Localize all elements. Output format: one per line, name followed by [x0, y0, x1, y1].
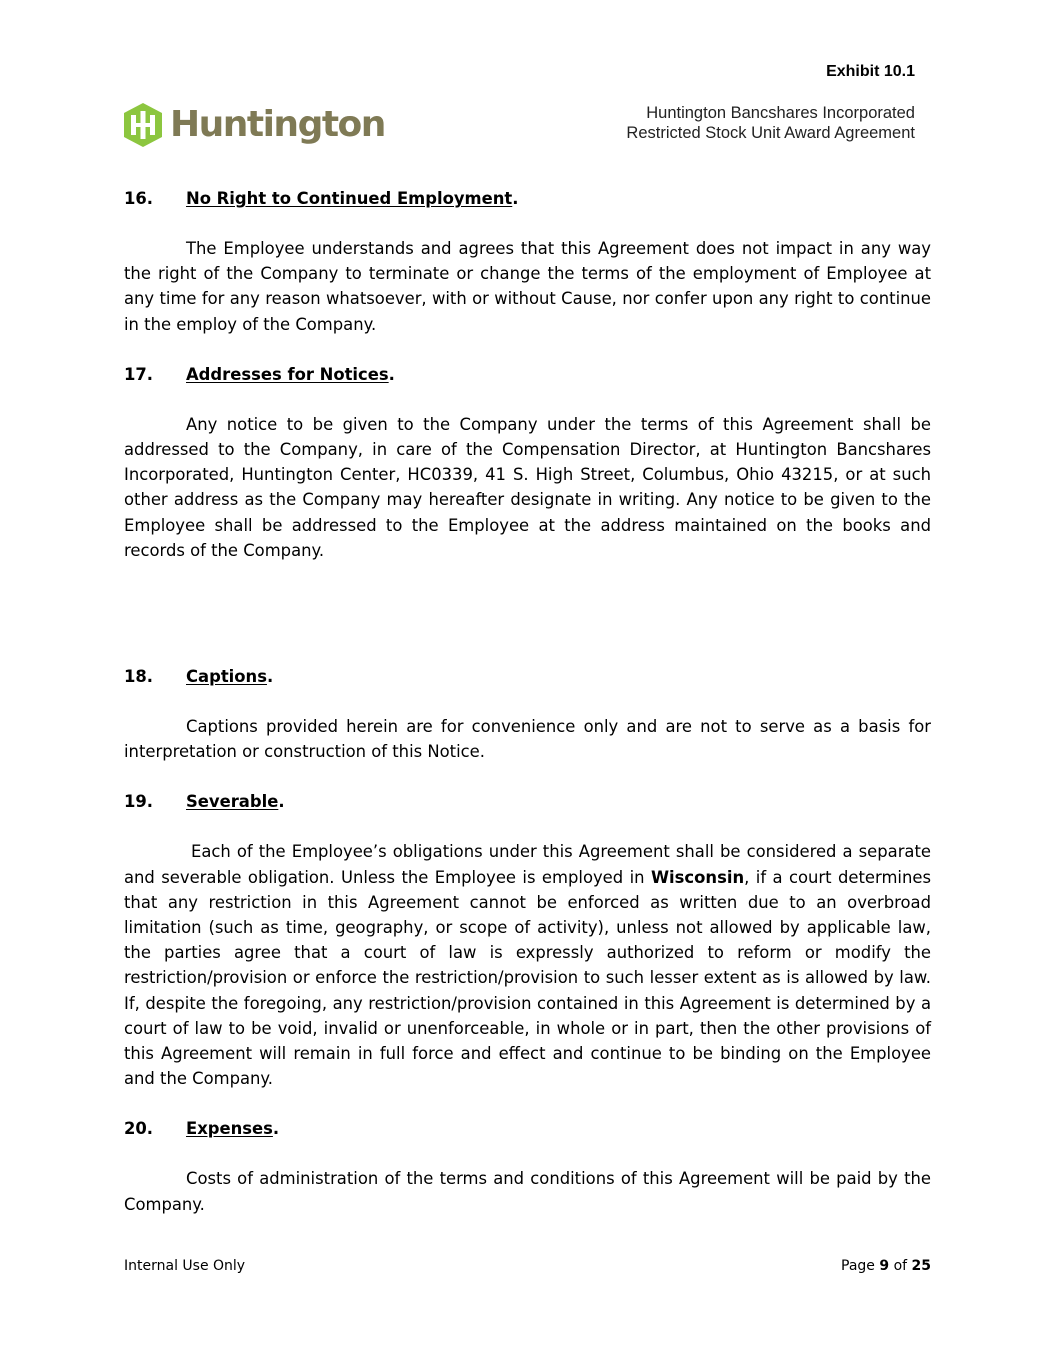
section-paragraph-19: Each of the Employee’s obligations under this Agreement shall be considered a separate and severable obligation. Unless the Employee is employed in Wisconsin, if a court determines that any restriction in this Agreement cannot be enforced as written due to an overbroad limitation (such as time, geography, or scope of activity), unless not allowed by applicable law, the parties agree that a court of law is expressly authorized to reform or modify the restriction/provision or enforce the restriction/provision to such lesser extent as is allowed by law. If, despite the foregoing, any restriction/provision contained in this Agreement is determined by a court of law to be void, invalid or unenforceable, in whole or in part, then the other provisions of this Agreement will remain in full force and effect and continue to be binding on the Employee and the Company.: [124, 842, 931, 1089]
exhibit-label: Exhibit 10.1: [826, 63, 915, 80]
section-title: No Right to Continued Employment: [186, 189, 513, 208]
page-footer: [124, 1258, 931, 1274]
section-number: 19.: [124, 792, 154, 812]
section-number: 17.: [124, 364, 154, 384]
section-title: Addresses for Notices: [186, 364, 389, 384]
section-paragraph-17: Any notice to be given to the Company under the terms of this Agreement shall be addressed to the Company, in care of the Compensation Director, at Huntington Bancshares Incorporated, Huntington Center, HC0339, 41 S. High Street, Columbus, Ohio 43215, or at such other address as the Company may hereafter designate in writing. Any notice to be given to the Employee shall be addressed to the Employee at the address maintained on the books and records of the Company.: [124, 414, 931, 560]
section-number: 16.: [124, 189, 154, 208]
section-title: Expenses: [186, 1119, 273, 1139]
section-heading-20: 20. Expenses.: [124, 1116, 931, 1141]
section-title: Captions: [186, 667, 267, 687]
huntington-logo: [122, 100, 385, 150]
section-heading-18: 18. Captions.: [124, 664, 931, 689]
section-heading-17: 17. Addresses for Notices.: [124, 362, 931, 387]
document-body: [124, 186, 931, 1242]
section-number: 18.: [124, 667, 154, 687]
footer-classification: Internal Use Only: [124, 1258, 246, 1274]
document-title: Restricted Stock Unit Award Agreement: [626, 124, 915, 142]
section-paragraph-20: Costs of administration of the terms and conditions of this Agreement will be paid by the Company.: [124, 1169, 931, 1214]
company-name: Huntington Bancshares Incorporated: [646, 104, 915, 122]
section-heading-19: 19. Severable.: [124, 789, 931, 814]
section-paragraph-16: The Employee understands and agrees that this Agreement does not impact in any way the right of the Company to terminate or change the terms of the employment of Employee at any time for any reason whatsoever, with or without Cause, nor confer upon any right to continue in the employ of the Company.: [124, 239, 931, 334]
section-paragraph-18: Captions provided herein are for convenience only and are not to serve as a basis for interpretation or construction of this Notice.: [124, 717, 931, 762]
section-heading-16: 16. No Right to Continued Employment.: [124, 186, 931, 211]
logo-wordmark: Huntington: [170, 104, 385, 145]
section-number: 20.: [124, 1119, 154, 1139]
document-header: [626, 103, 915, 143]
state-name: Wisconsin: [650, 867, 745, 887]
page-number: Page 9 of 25: [841, 1258, 931, 1274]
huntington-logo-icon: [122, 102, 164, 148]
section-title: Severable: [186, 792, 279, 812]
